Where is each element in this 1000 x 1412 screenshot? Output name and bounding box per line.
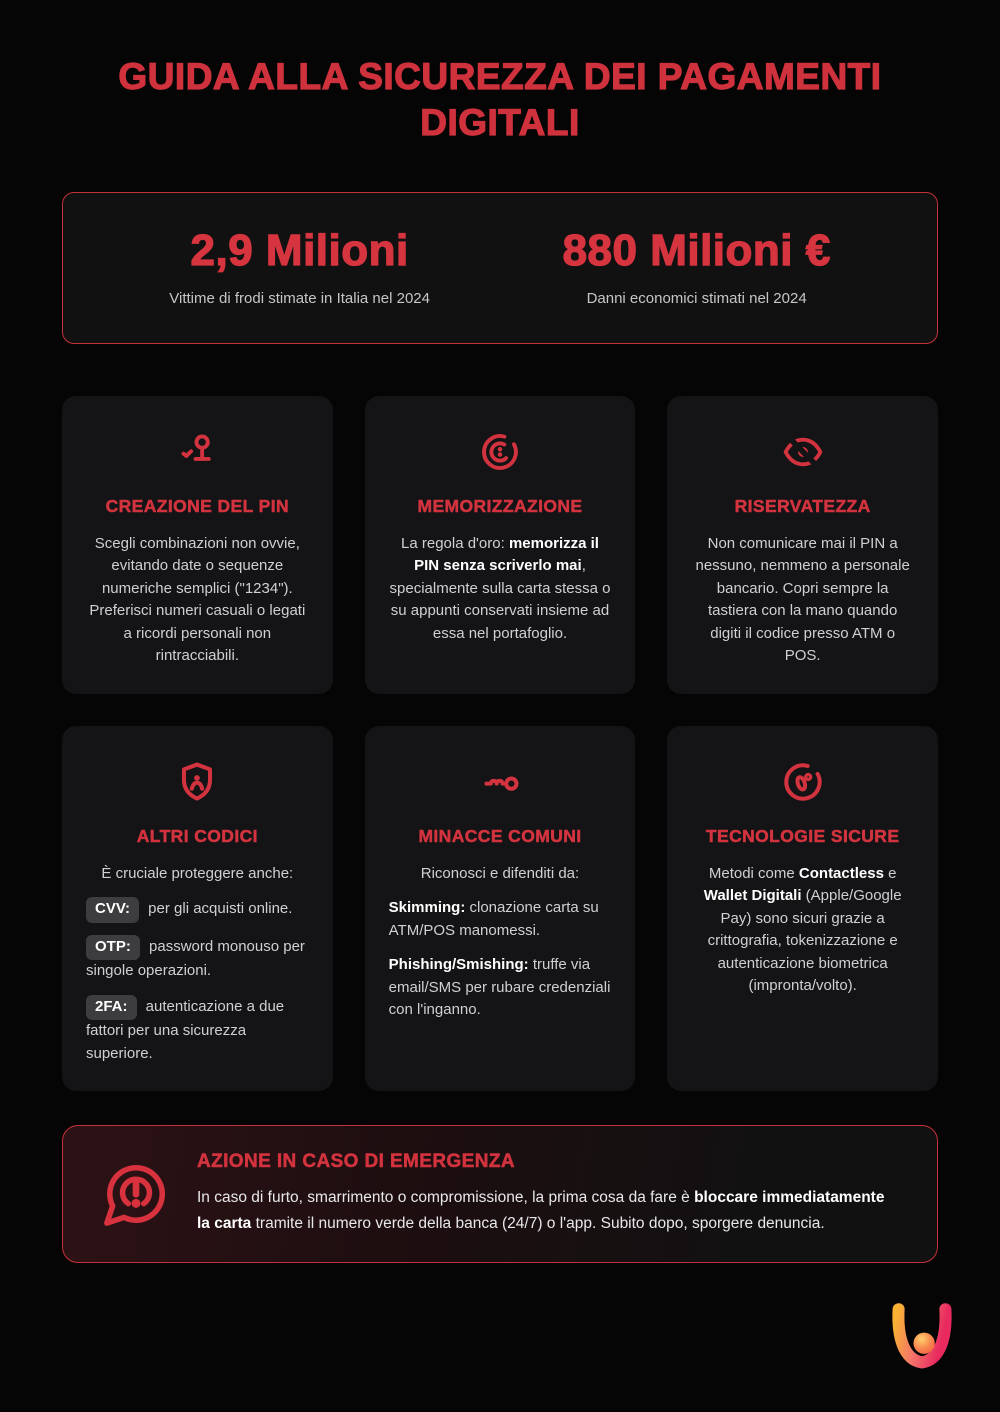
cards-grid bbox=[62, 396, 938, 1092]
card-body bbox=[389, 533, 612, 646]
code-item-otp bbox=[86, 935, 309, 983]
threat-text: truffe via email/SMS per rubare credenziali con l'inganno. bbox=[388, 956, 611, 1019]
emergency-rest: tramite il numero verde della banca (24/7) o l'app. Subito dopo, sporgere denuncia. bbox=[251, 1215, 825, 1233]
card-body: Scegli combinazioni non ovvie, evitando date o sequenze numeriche semplici ("1234"). Preferisci numeri casuali o legati a ricordi personali non rintracciabili. bbox=[89, 534, 306, 665]
body-part: e bbox=[883, 864, 897, 882]
key-icon bbox=[389, 760, 612, 804]
stat-label: Vittime di frodi stimate in Italia nel 2024 bbox=[169, 290, 430, 308]
stat-damages bbox=[563, 226, 831, 309]
memorization-icon bbox=[389, 430, 612, 474]
body-part: Metodi come bbox=[708, 864, 799, 882]
emergency-bold: bloccare immediatamente la carta bbox=[197, 1189, 885, 1233]
alert-bubble-icon bbox=[101, 1159, 171, 1229]
threat-name: Skimming: bbox=[388, 899, 466, 917]
body-bold: Contactless bbox=[798, 864, 884, 882]
card-confidentiality bbox=[667, 396, 938, 694]
threat-name: Phishing/Smishing: bbox=[388, 956, 529, 974]
card-title: RISERVATEZZA bbox=[734, 495, 871, 516]
contactless-icon bbox=[691, 760, 914, 804]
emergency-content bbox=[197, 1151, 899, 1237]
code-item-cvv bbox=[86, 897, 309, 923]
code-item-text: password monouso per singole operazioni. bbox=[86, 937, 305, 980]
card-title: MEMORIZZAZIONE bbox=[417, 495, 583, 516]
pin-key-icon bbox=[86, 430, 309, 474]
stats-panel bbox=[62, 192, 938, 344]
emergency-lead: In caso di furto, smarrimento o compromissione, la prima cosa da fare è bbox=[197, 1189, 695, 1207]
code-item-2fa bbox=[86, 995, 309, 1066]
card-intro: Riconosci e difenditi da: bbox=[420, 864, 580, 882]
emergency-title: AZIONE IN CASO DI EMERGENZA bbox=[197, 1151, 515, 1173]
brand-logo bbox=[886, 1300, 958, 1378]
otp-chip: OTP: bbox=[86, 935, 140, 961]
card-body bbox=[691, 863, 914, 998]
card-secure-tech bbox=[667, 726, 938, 1092]
body-bold: memorizza il PIN senza scriverlo mai bbox=[414, 534, 599, 575]
2fa-chip: 2FA: bbox=[86, 995, 137, 1021]
body-rest: , specialmente sulla carta stessa o su appunti conservati insieme ad essa nel portafoglio. bbox=[389, 557, 611, 642]
card-memorization bbox=[365, 396, 636, 694]
emergency-panel bbox=[62, 1125, 938, 1263]
body-part: (Apple/Google Pay) sono sicuri grazie a crittografia, tokenizzazione e autenticazione biometrica (impronta/volto). bbox=[707, 887, 902, 995]
shield-user-icon bbox=[86, 760, 309, 804]
stat-victims bbox=[169, 226, 430, 309]
code-item-text: per gli acquisti online. bbox=[144, 900, 293, 918]
card-title: CREAZIONE DEL PIN bbox=[105, 495, 290, 516]
eye-off-icon bbox=[691, 430, 914, 474]
card-title: ALTRI CODICI bbox=[136, 825, 258, 846]
threat-item-phishing bbox=[389, 954, 612, 1022]
code-item-text: autenticazione a due fattori per una sicurezza superiore. bbox=[86, 997, 285, 1062]
stat-value: 880 Milioni € bbox=[562, 226, 831, 276]
emergency-text bbox=[197, 1185, 899, 1237]
body-bold: Wallet Digitali bbox=[703, 887, 802, 905]
infographic-page bbox=[62, 0, 938, 1263]
threat-item-skimming bbox=[389, 897, 612, 942]
card-common-threats bbox=[365, 726, 636, 1092]
card-other-codes bbox=[62, 726, 333, 1092]
page-title: GUIDA ALLA SICUREZZA DEI PAGAMENTI DIGITALI bbox=[118, 56, 882, 143]
card-intro: È cruciale proteggere anche: bbox=[101, 864, 294, 882]
card-body: Non comunicare mai il PIN a nessuno, nemmeno a personale bancario. Copri sempre la tastiera con la mano quando digiti il codice presso ATM o POS. bbox=[695, 534, 910, 665]
body-lead: La regola d'oro: bbox=[401, 534, 509, 552]
threat-text: clonazione carta su ATM/POS manomessi. bbox=[388, 899, 599, 939]
stat-label: Danni economici stimati nel 2024 bbox=[586, 290, 807, 308]
card-title: TECNOLOGIE SICURE bbox=[705, 825, 900, 846]
cvv-chip: CVV: bbox=[86, 897, 139, 923]
stat-value: 2,9 Milioni bbox=[190, 226, 409, 276]
card-pin-creation bbox=[62, 396, 333, 694]
card-title: MINACCE COMUNI bbox=[418, 825, 582, 846]
